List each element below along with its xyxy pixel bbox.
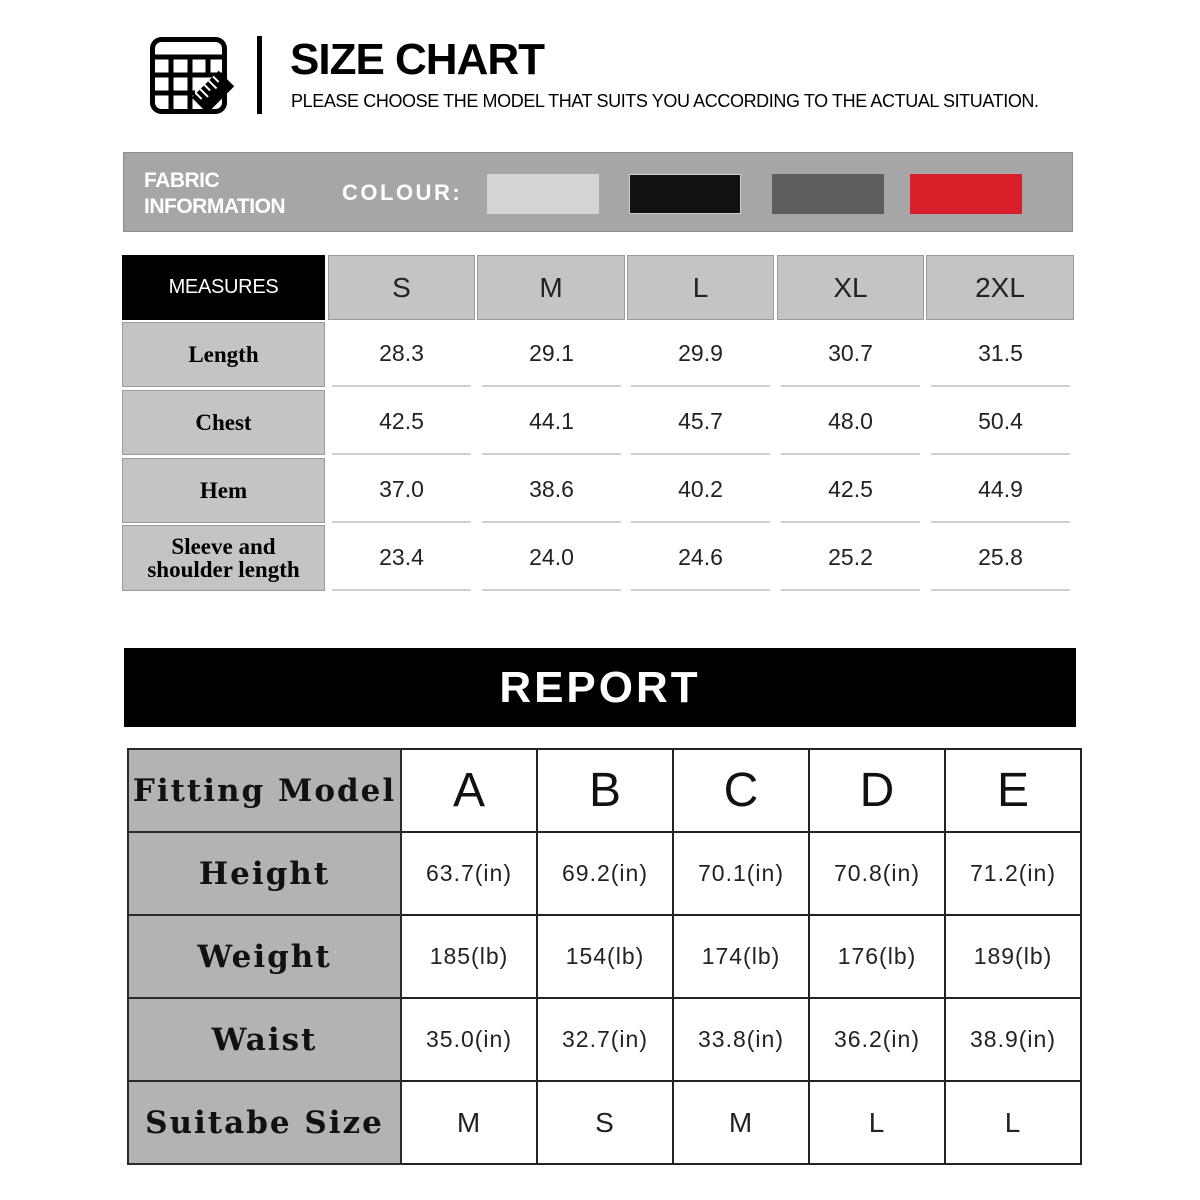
report-value: 71.2(in) [945, 832, 1081, 915]
report-row-suitable-size [128, 1081, 1081, 1164]
measures-header: MEASURES [122, 255, 325, 320]
measure-label-hem: Hem [122, 458, 325, 523]
report-row-weight [128, 915, 1081, 998]
size-chart-ruler-icon [150, 37, 234, 117]
header-divider [257, 36, 262, 114]
colour-swatch-dark-grey[interactable] [772, 174, 884, 214]
size-header-2xl: 2XL [926, 255, 1074, 320]
model-header-c: C [673, 749, 809, 832]
measure-label-chest: Chest [122, 390, 325, 455]
report-value: 38.9(in) [945, 998, 1081, 1081]
fabric-info-label [144, 168, 304, 220]
measure-label-sleeve-shoulder: Sleeve and shoulder length [122, 525, 325, 591]
report-label-suitable-size: Suitabe Size [128, 1081, 401, 1164]
report-label-height: Height [128, 832, 401, 915]
model-header-a: A [401, 749, 537, 832]
report-value: L [945, 1081, 1081, 1164]
measure-value: 42.5 [332, 390, 471, 455]
measure-value: 30.7 [781, 322, 920, 387]
report-table [127, 748, 1082, 1165]
report-value: 174(lb) [673, 915, 809, 998]
measure-label-length: Length [122, 322, 325, 387]
measure-value: 44.1 [482, 390, 621, 455]
fitting-model-label: Fitting Model [128, 749, 401, 832]
report-label-weight: Weight [128, 915, 401, 998]
measure-value: 50.4 [931, 390, 1070, 455]
measure-value: 38.6 [482, 458, 621, 523]
measure-value: 24.6 [631, 525, 770, 591]
measure-value: 29.1 [482, 322, 621, 387]
measure-value: 48.0 [781, 390, 920, 455]
report-value: 154(lb) [537, 915, 673, 998]
measure-value: 28.3 [332, 322, 471, 387]
page-title: SIZE CHART [290, 35, 544, 84]
size-header-l: L [627, 255, 774, 320]
measure-value: 40.2 [631, 458, 770, 523]
report-value: 70.8(in) [809, 832, 945, 915]
fabric-info-label-text: FABRIC INFORMATION [144, 169, 286, 218]
measure-value: 31.5 [931, 322, 1070, 387]
report-value: 32.7(in) [537, 998, 673, 1081]
measure-value: 29.9 [631, 322, 770, 387]
report-value: M [673, 1081, 809, 1164]
measure-value: 23.4 [332, 525, 471, 591]
model-header-d: D [809, 749, 945, 832]
report-value: 33.8(in) [673, 998, 809, 1081]
model-header-b: B [537, 749, 673, 832]
size-header-xl: XL [777, 255, 924, 320]
measure-value: 25.2 [781, 525, 920, 591]
size-header-s: S [328, 255, 475, 320]
report-value: 189(lb) [945, 915, 1081, 998]
page-subtitle: PLEASE CHOOSE THE MODEL THAT SUITS YOU ACCORDING TO THE ACTUAL SITUATION. [291, 91, 1039, 111]
colour-swatch-black[interactable] [629, 174, 741, 214]
report-value: S [537, 1081, 673, 1164]
report-value: 63.7(in) [401, 832, 537, 915]
colour-swatch-light-grey[interactable] [487, 174, 599, 214]
measure-value: 44.9 [931, 458, 1070, 523]
report-value: L [809, 1081, 945, 1164]
size-header-m: M [477, 255, 625, 320]
report-value: 70.1(in) [673, 832, 809, 915]
report-value: 185(lb) [401, 915, 537, 998]
model-header-e: E [945, 749, 1081, 832]
report-row-waist [128, 998, 1081, 1081]
report-row-height [128, 832, 1081, 915]
measure-value: 24.0 [482, 525, 621, 591]
report-header-row [128, 749, 1081, 832]
measure-value: 25.8 [931, 525, 1070, 591]
report-banner: REPORT [124, 648, 1076, 727]
report-value: 69.2(in) [537, 832, 673, 915]
measure-value: 42.5 [781, 458, 920, 523]
measure-value: 45.7 [631, 390, 770, 455]
report-value: 176(lb) [809, 915, 945, 998]
measure-value: 37.0 [332, 458, 471, 523]
colour-label: COLOUR: [342, 180, 463, 205]
report-value: 35.0(in) [401, 998, 537, 1081]
colour-swatch-red[interactable] [910, 174, 1022, 214]
report-label-waist: Waist [128, 998, 401, 1081]
report-value: M [401, 1081, 537, 1164]
report-value: 36.2(in) [809, 998, 945, 1081]
